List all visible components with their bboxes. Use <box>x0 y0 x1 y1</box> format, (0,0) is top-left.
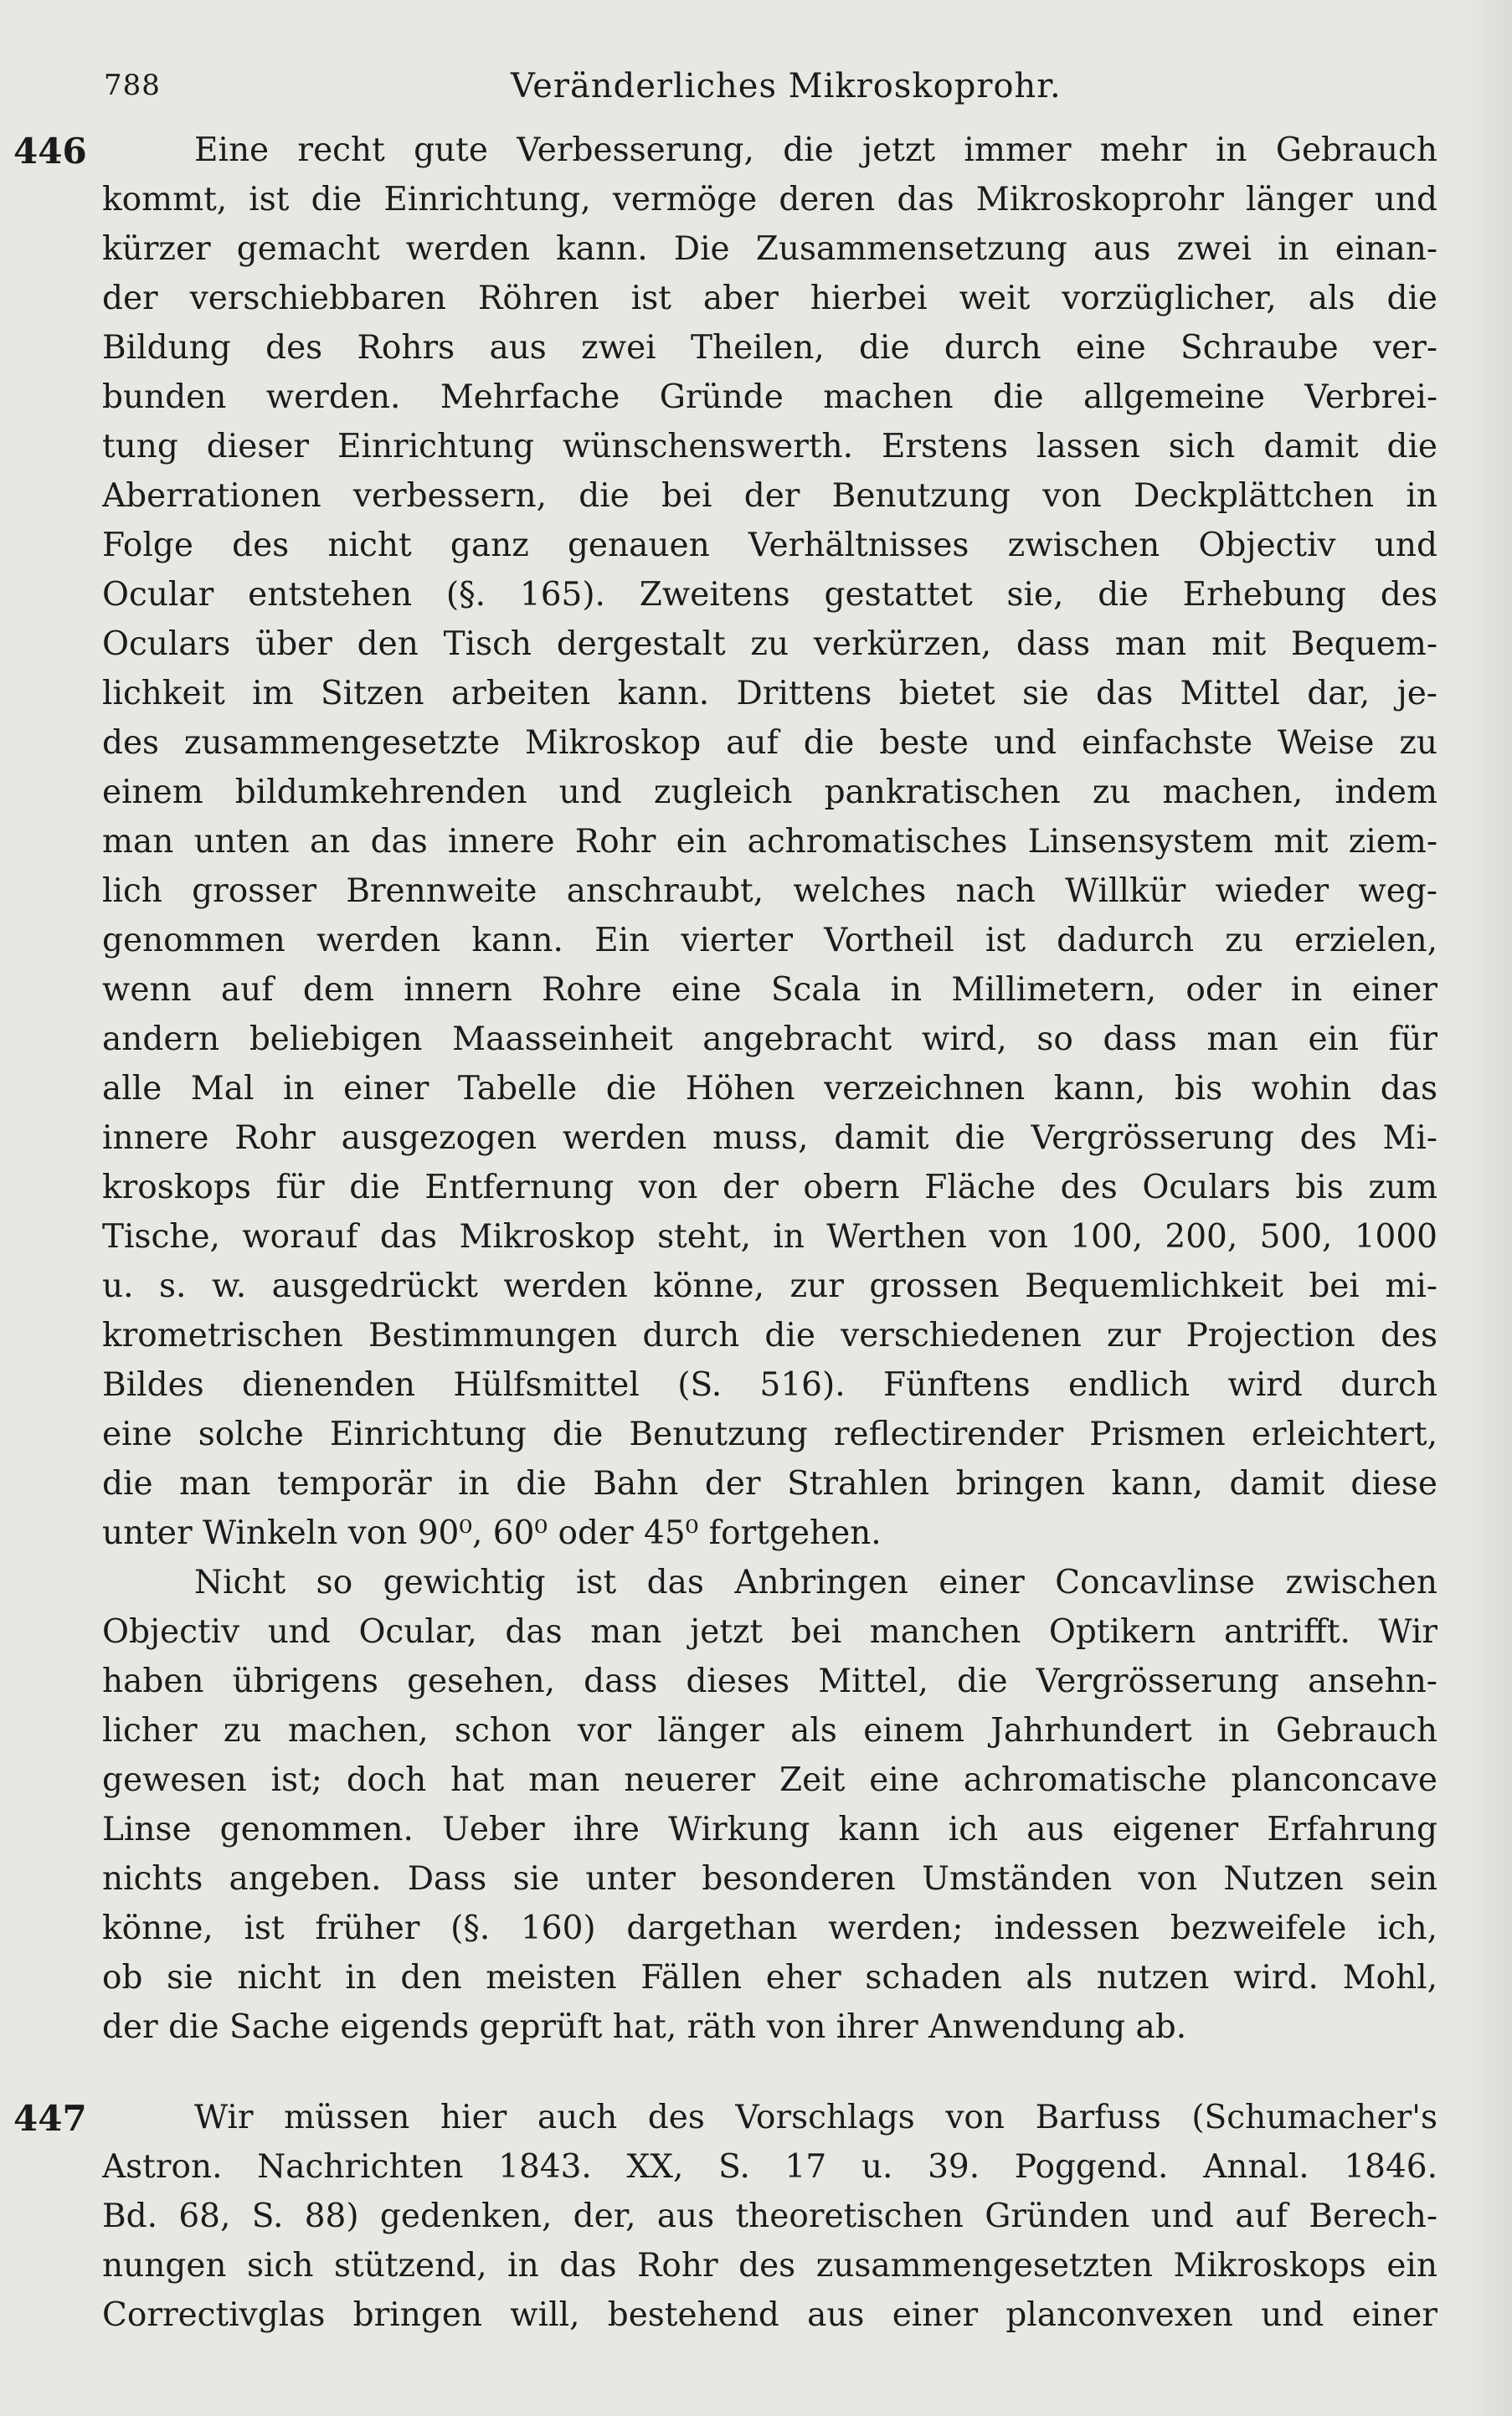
text-line: man unten an das innere Rohr ein achromatisches Linsensystem mit ziem- <box>102 823 1437 861</box>
text-line: alle Mal in einer Tabelle die Höhen verzeichnen kann, bis wohin das <box>102 1070 1437 1108</box>
text-line: Ocular entstehen (§. 165). Zweitens gestattet sie, die Erhebung des <box>102 576 1437 614</box>
text-line: die man temporär in die Bahn der Strahlen bringen kann, damit diese <box>102 1465 1437 1503</box>
section-number: 446 <box>13 131 87 172</box>
running-title: Veränderliches Mikroskoprohr. <box>511 67 1062 105</box>
text-line: Linse genommen. Ueber ihre Wirkung kann ich aus eigener Erfahrung <box>102 1811 1437 1848</box>
text-line: unter Winkeln von 90⁰, 60⁰ oder 45⁰ fortgehen. <box>102 1514 882 1552</box>
text-line: lichkeit im Sitzen arbeiten kann. Drittens bietet sie das Mittel dar, je- <box>102 675 1437 712</box>
text-line: Bildung des Rohrs aus zwei Theilen, die durch eine Schraube ver- <box>102 329 1437 367</box>
text-line: lich grosser Brennweite anschraubt, welches nach Willkür wieder weg- <box>102 872 1437 910</box>
text-line: Bildes dienenden Hülfsmittel (S. 516). Fünftens endlich wird durch <box>102 1366 1437 1404</box>
text-line: Nicht so gewichtig ist das Anbringen einer Concavlinse zwischen <box>194 1564 1437 1601</box>
text-line: genommen werden kann. Ein vierter Vortheil ist dadurch zu erzielen, <box>102 922 1437 959</box>
text-line: tung dieser Einrichtung wünschenswerth. Erstens lassen sich damit die <box>102 428 1437 465</box>
page-header <box>0 65 1512 116</box>
text-line: gewesen ist; doch hat man neuerer Zeit eine achromatische planconcave <box>102 1761 1437 1799</box>
text-line: des zusammengesetzte Mikroskop auf die beste und einfachste Weise zu <box>102 724 1437 762</box>
text-line: haben übrigens gesehen, dass dieses Mittel, die Vergrösserung ansehn- <box>102 1663 1437 1700</box>
text-line: ob sie nicht in den meisten Fällen eher schaden als nutzen wird. Mohl, <box>102 1959 1437 1997</box>
text-line: könne, ist früher (§. 160) dargethan werden; indessen bezweifele ich, <box>102 1910 1437 1947</box>
text-line: Correctivglas bringen will, bestehend aus einer planconvexen und einer <box>102 2296 1437 2334</box>
page-edge-shadow <box>1462 0 1512 2416</box>
text-line: Astron. Nachrichten 1843. XX, S. 17 u. 39. Poggend. Annal. 1846. <box>102 2148 1437 2186</box>
text-line: Folge des nicht ganz genauen Verhältnisses zwischen Objectiv und <box>102 527 1437 564</box>
text-line: einem bildumkehrenden und zugleich pankratischen zu machen, indem <box>102 774 1437 811</box>
text-line: u. s. w. ausgedrückt werden könne, zur grossen Bequemlichkeit bei mi- <box>102 1267 1437 1305</box>
text-line: Wir müssen hier auch des Vorschlags von Barfuss (Schumacher's <box>194 2099 1437 2136</box>
text-line: wenn auf dem innern Rohre eine Scala in Millimetern, oder in einer <box>102 971 1437 1009</box>
text-line: krometrischen Bestimmungen durch die verschiedenen zur Projection des <box>102 1317 1437 1355</box>
page-number: 788 <box>104 69 161 102</box>
text-line: innere Rohr ausgezogen werden muss, damit die Vergrösserung des Mi- <box>102 1119 1437 1157</box>
text-line: Tische, worauf das Mikroskop steht, in Werthen von 100, 200, 500, 1000 <box>102 1218 1437 1256</box>
text-line: andern beliebigen Maasseinheit angebracht wird, so dass man ein für <box>102 1020 1437 1058</box>
text-line: Oculars über den Tisch dergestalt zu verkürzen, dass man mit Bequem- <box>102 625 1437 663</box>
text-line: kürzer gemacht werden kann. Die Zusammensetzung aus zwei in einan- <box>102 230 1437 268</box>
text-line: bunden werden. Mehrfache Gründe machen die allgemeine Verbrei- <box>102 378 1437 416</box>
section-number: 447 <box>13 2098 87 2139</box>
text-line: nichts angeben. Dass sie unter besonderen Umständen von Nutzen sein <box>102 1860 1437 1898</box>
text-line: eine solche Einrichtung die Benutzung reflectirender Prismen erleichtert, <box>102 1416 1437 1453</box>
text-line: der verschiebbaren Röhren ist aber hierbei weit vorzüglicher, als die <box>102 280 1437 317</box>
text-line: der die Sache eigends geprüft hat, räth von ihrer Anwendung ab. <box>102 2008 1187 2046</box>
text-line: Bd. 68, S. 88) gedenken, der, aus theoretischen Gründen und auf Berech- <box>102 2198 1437 2235</box>
text-line: nungen sich stützend, in das Rohr des zusammengesetzten Mikroskops ein <box>102 2247 1437 2285</box>
text-line: Aberrationen verbessern, die bei der Benutzung von Deckplättchen in <box>102 477 1437 515</box>
text-line: kroskops für die Entfernung von der obern Fläche des Oculars bis zum <box>102 1169 1437 1206</box>
text-line: Eine recht gute Verbesserung, die jetzt immer mehr in Gebrauch <box>194 131 1437 169</box>
text-line: licher zu machen, schon vor länger als einem Jahrhundert in Gebrauch <box>102 1712 1437 1750</box>
text-line: kommt, ist die Einrichtung, vermöge deren das Mikroskoprohr länger und <box>102 181 1437 218</box>
text-line: Objectiv und Ocular, das man jetzt bei manchen Optikern antrifft. Wir <box>102 1613 1437 1651</box>
